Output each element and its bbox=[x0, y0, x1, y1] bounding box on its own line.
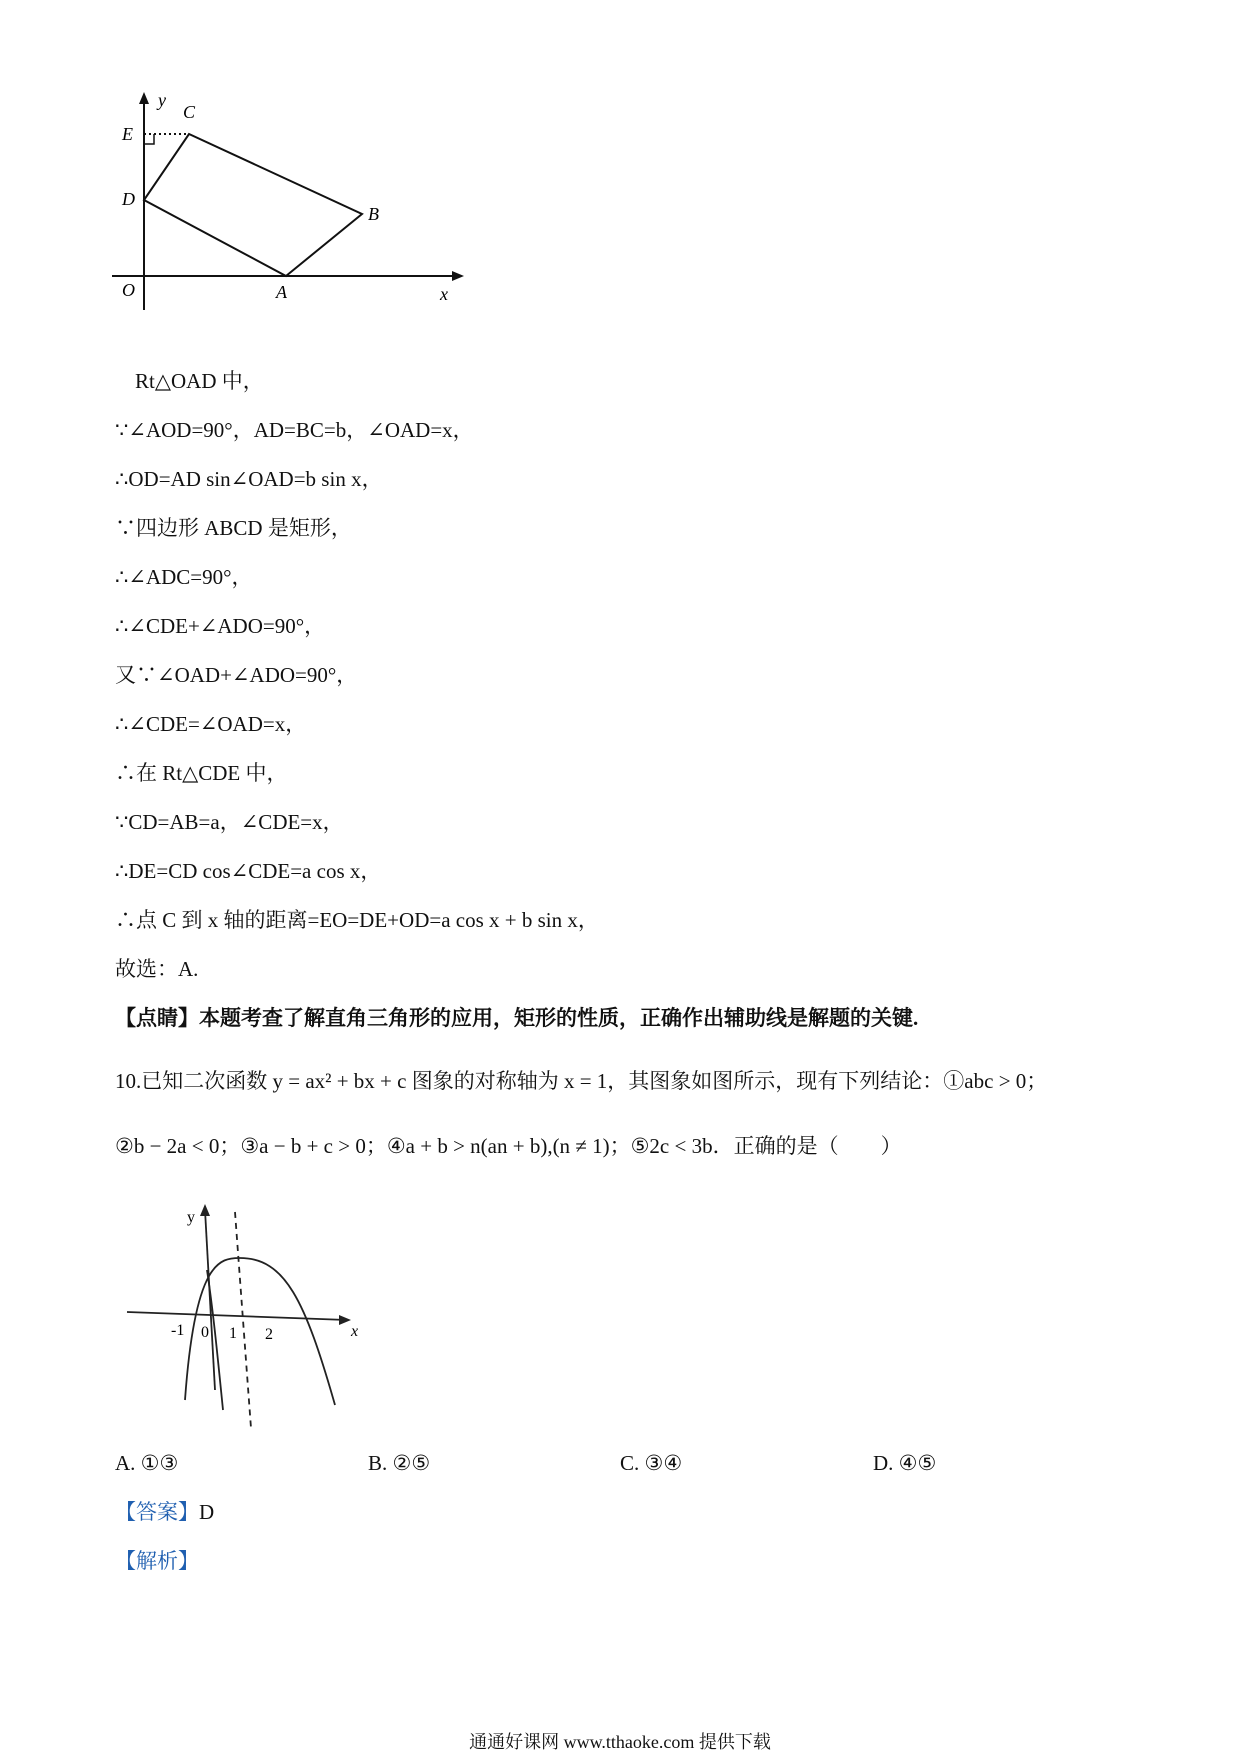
option-d[interactable]: D. ④⑤ bbox=[873, 1451, 937, 1475]
solution-line: ∴∠CDE=∠OAD=x， bbox=[115, 712, 307, 736]
tick-neg1: -1 bbox=[171, 1322, 185, 1339]
answer-tag: 【答案】 bbox=[115, 1500, 199, 1524]
tick-2: 2 bbox=[265, 1326, 273, 1343]
label-o: O bbox=[122, 280, 135, 300]
solution-line: ∴点 C 到 x 轴的距离=EO=DE+OD=a cos x + b sin x， bbox=[115, 908, 599, 932]
label-y: y bbox=[158, 90, 166, 110]
tick-1: 1 bbox=[229, 1325, 237, 1342]
option-a[interactable]: A. ①③ bbox=[115, 1451, 179, 1475]
question-10-line-2: ②b − 2a < 0；③a − b + c > 0；④a + b > n(an + b),(n ≠ 1)；⑤2c < 3b．正确的是（ ） bbox=[115, 1134, 902, 1158]
solution-line: ∴DE=CD cos∠CDE=a cos x， bbox=[115, 859, 382, 883]
analysis-line bbox=[115, 1546, 199, 1576]
answer-line bbox=[115, 1497, 214, 1527]
solution-line: 故选：A. bbox=[115, 957, 199, 981]
option-c[interactable]: C. ③④ bbox=[620, 1451, 683, 1475]
dianjing-text: 本题考查了解直角三角形的应用，矩形的性质，正确作出辅助线是解题的关键. bbox=[199, 1006, 919, 1030]
option-b[interactable]: B. ②⑤ bbox=[368, 1451, 431, 1475]
solution-line: ∴∠CDE+∠ADO=90°， bbox=[115, 614, 326, 638]
solution-line: Rt△OAD 中， bbox=[135, 369, 264, 393]
symmetry-line bbox=[235, 1212, 251, 1428]
y-axis bbox=[205, 1210, 215, 1390]
analysis-tag: 【解析】 bbox=[115, 1549, 199, 1573]
solution-line: ∵∠AOD=90°，AD=BC=b，∠OAD=x， bbox=[115, 418, 474, 442]
solution-line: ∵CD=AB=a，∠CDE=x， bbox=[115, 810, 344, 834]
solution-line: ∴OD=AD sin∠OAD=b sin x， bbox=[115, 467, 383, 491]
tick-0: 0 bbox=[201, 1324, 209, 1341]
page-footer: 通通好课网 www.tthaoke.com 提供下载 bbox=[469, 1732, 771, 1752]
question-10-line-1: 10.已知二次函数 y = ax² + bx + c 图象的对称轴为 x = 1，其图象如图所示，现有下列结论：①abc > 0； bbox=[115, 1069, 1048, 1093]
dianjing-paragraph bbox=[115, 1003, 918, 1033]
x-axis bbox=[127, 1312, 347, 1320]
solution-line: ∵四边形 ABCD 是矩形， bbox=[115, 516, 352, 540]
label-e: E bbox=[122, 124, 133, 144]
label-d: D bbox=[122, 189, 135, 209]
rectangle-abcd bbox=[144, 134, 362, 276]
solution-line: 又∵∠OAD+∠ADO=90°， bbox=[115, 663, 358, 687]
label-x: x bbox=[440, 284, 448, 304]
x-axis-arrow-icon bbox=[452, 271, 464, 281]
rectangle-figure bbox=[100, 90, 470, 350]
label-x: x bbox=[351, 1323, 359, 1340]
x-axis-arrow-icon bbox=[339, 1315, 351, 1325]
y-axis-arrow-icon bbox=[200, 1204, 210, 1216]
answer-value: D bbox=[199, 1500, 215, 1524]
label-b: B bbox=[368, 204, 379, 224]
y-axis-arrow-icon bbox=[139, 92, 149, 104]
label-c: C bbox=[183, 102, 196, 122]
right-angle-mark bbox=[144, 134, 154, 144]
dianjing-tag: 【点睛】 bbox=[115, 1006, 199, 1030]
solution-line: ∴∠ADC=90°， bbox=[115, 565, 253, 589]
solution-line: ∴在 Rt△CDE 中， bbox=[115, 761, 288, 785]
label-a: A bbox=[276, 282, 287, 302]
label-y: y bbox=[187, 1209, 195, 1226]
parabola-figure bbox=[125, 1200, 375, 1430]
